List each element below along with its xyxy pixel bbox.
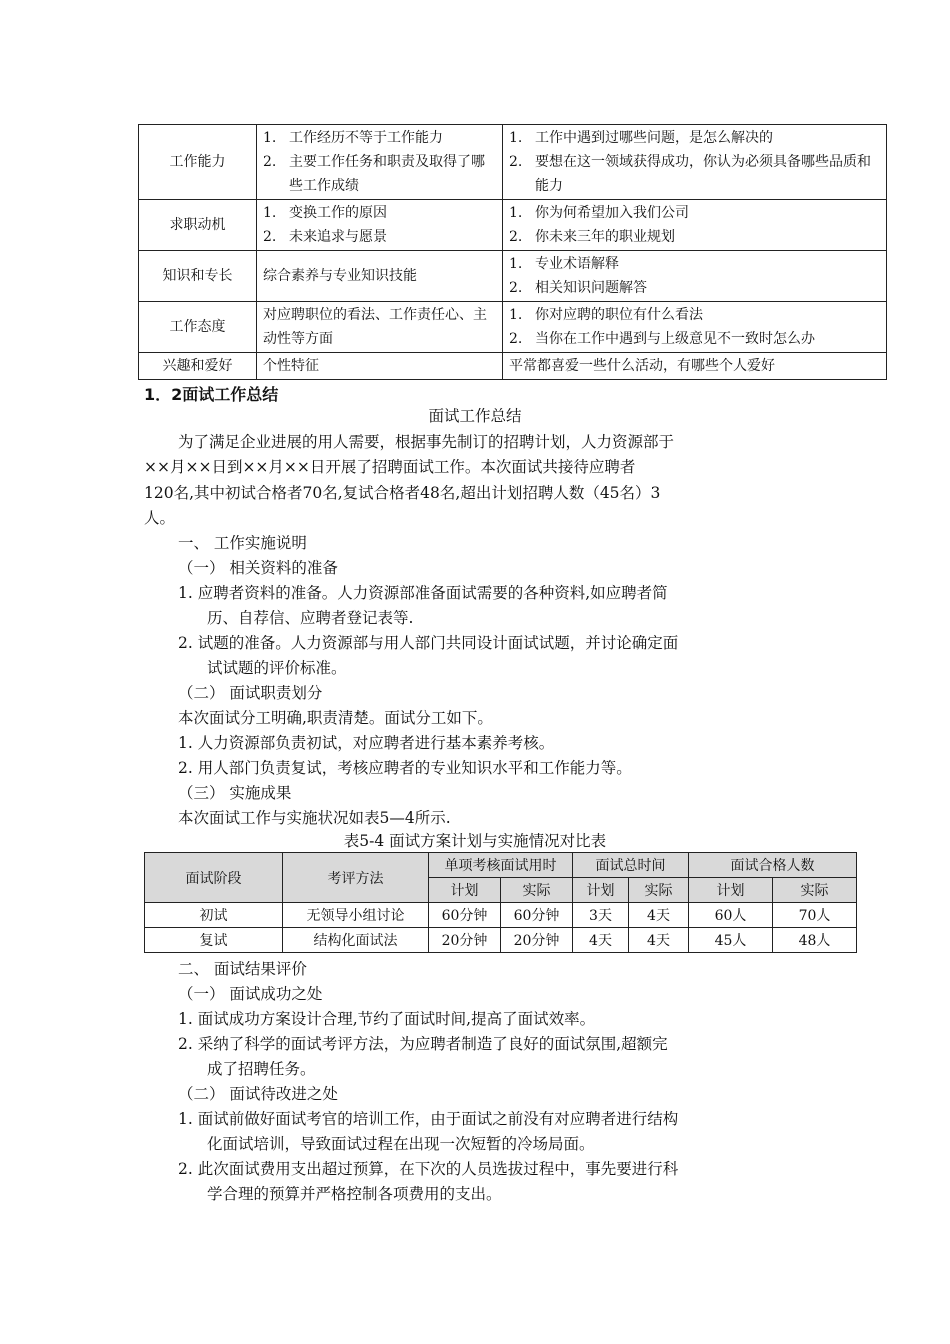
list-item-continued: 试试题的评价标准。 — [207, 659, 347, 677]
header-cell: 面试总时间 — [573, 853, 689, 878]
subsection-heading: （二） 面试职责划分 — [178, 684, 323, 702]
table-header-row — [145, 853, 857, 878]
document-title: 面试工作总结 — [428, 407, 522, 425]
list-item: 1. 应聘者资料的准备。人力资源部准备面试需要的各种资料,如应聘者简 — [178, 584, 668, 602]
category-cell: 兴趣和爱好 — [139, 353, 257, 380]
category-cell: 工作能力 — [139, 125, 257, 200]
question-cell: 1. 专业术语解释 2. 相关知识问题解答 — [503, 251, 887, 302]
content-cell: 1. 变换工作的原因 2. 未来追求与愿景 — [257, 200, 503, 251]
list-item-continued: 历、自荐信、应聘者登记表等. — [207, 609, 414, 627]
intro-line: 120名,其中初试合格者70名,复试合格者48名,超出计划招聘人数（45名）3 — [144, 484, 661, 502]
header-cell: 考评方法 — [283, 853, 429, 903]
table-row — [139, 353, 887, 380]
table-cell: 70人 — [773, 903, 857, 928]
table-cell: 3天 — [573, 903, 629, 928]
part-heading: 二、 面试结果评价 — [178, 960, 307, 978]
table-cell: 60分钟 — [501, 903, 573, 928]
question-cell: 1. 工作中遇到过哪些问题，是怎么解决的 2. 要想在这一领域获得成功，你认为必须具备哪些品质和能力 — [503, 125, 887, 200]
paragraph: 本次面试工作与实施状况如表5—4所示. — [178, 809, 451, 827]
list-item-continued: 学合理的预算并严格控制各项费用的支出。 — [207, 1185, 502, 1203]
table-cell: 4天 — [573, 928, 629, 953]
header-cell: 实际 — [773, 878, 857, 903]
table-cell: 4天 — [629, 903, 689, 928]
table-row — [139, 200, 887, 251]
table-cell: 20分钟 — [501, 928, 573, 953]
header-cell: 计划 — [429, 878, 501, 903]
category-cell: 求职动机 — [139, 200, 257, 251]
list-item: 2. 用人部门负责复试，考核应聘者的专业知识水平和工作能力等。 — [178, 759, 632, 777]
table-cell: 60人 — [689, 903, 773, 928]
table-cell: 45人 — [689, 928, 773, 953]
subsection-heading: （一） 面试成功之处 — [178, 985, 323, 1003]
list-item-continued: 成了招聘任务。 — [207, 1060, 316, 1078]
list-item: 2. 此次面试费用支出超过预算，在下次的人员选拔过程中，事先要进行科 — [178, 1160, 679, 1178]
table-cell: 4天 — [629, 928, 689, 953]
category-cell: 知识和专长 — [139, 251, 257, 302]
intro-line: 人。 — [144, 509, 176, 527]
category-cell: 工作态度 — [139, 302, 257, 353]
content-cell: 综合素养与专业知识技能 — [257, 251, 503, 302]
table-cell: 20分钟 — [429, 928, 501, 953]
header-cell: 计划 — [573, 878, 629, 903]
paragraph: 本次面试分工明确,职责清楚。面试分工如下。 — [178, 709, 493, 727]
content-cell: 个性特征 — [257, 353, 503, 380]
part-heading: 一、 工作实施说明 — [178, 534, 307, 552]
header-cell: 面试阶段 — [145, 853, 283, 903]
header-cell: 计划 — [689, 878, 773, 903]
question-cell: 1. 你对应聘的职位有什么看法 2. 当你在工作中遇到与上级意见不一致时怎么办 — [503, 302, 887, 353]
question-cell: 1. 你为何希望加入我们公司 2. 你未来三年的职业规划 — [503, 200, 887, 251]
list-item: 1. 面试前做好面试考官的培训工作，由于面试之前没有对应聘者进行结构 — [178, 1110, 679, 1128]
list-item: 2. 采纳了科学的面试考评方法，为应聘者制造了良好的面试氛围,超额完 — [178, 1035, 668, 1053]
list-item: 2. 试题的准备。人力资源部与用人部门共同设计面试试题，并讨论确定面 — [178, 634, 679, 652]
interview-content-table — [138, 124, 887, 380]
list-item-continued: 化面试培训，导致面试过程在出现一次短暂的冷场局面。 — [207, 1135, 595, 1153]
header-cell: 实际 — [501, 878, 573, 903]
table-row — [145, 903, 857, 928]
subsection-heading: （一） 相关资料的准备 — [178, 559, 338, 577]
section-heading: 1．2面试工作总结 — [144, 385, 279, 404]
table-cell: 结构化面试法 — [283, 928, 429, 953]
table-cell: 60分钟 — [429, 903, 501, 928]
header-cell: 单项考核面试用时 — [429, 853, 573, 878]
question-cell: 平常都喜爱一些什么活动，有哪些个人爱好 — [503, 353, 887, 380]
table-row — [139, 125, 887, 200]
subsection-heading: （二） 面试待改进之处 — [178, 1085, 338, 1103]
list-item: 1. 面试成功方案设计合理,节约了面试时间,提高了面试效率。 — [178, 1010, 596, 1028]
subsection-heading: （三） 实施成果 — [178, 784, 292, 802]
intro-line: ××月××日到××月××日开展了招聘面试工作。本次面试共接待应聘者 — [144, 458, 636, 476]
header-cell: 面试合格人数 — [689, 853, 857, 878]
table-cell: 无领导小组讨论 — [283, 903, 429, 928]
comparison-table — [144, 852, 857, 953]
table-caption: 表5-4 面试方案计划与实施情况对比表 — [343, 832, 607, 850]
content-cell: 1. 工作经历不等于工作能力 2. 主要工作任务和职责及取得了哪些工作成绩 — [257, 125, 503, 200]
list-item: 1. 人力资源部负责初试，对应聘者进行基本素养考核。 — [178, 734, 555, 752]
table-row — [145, 928, 857, 953]
table-row — [139, 302, 887, 353]
intro-line: 为了满足企业进展的用人需要，根据事先制订的招聘计划，人力资源部于 — [178, 433, 675, 451]
content-cell: 对应聘职位的看法、工作责任心、主动性等方面 — [257, 302, 503, 353]
header-cell: 实际 — [629, 878, 689, 903]
table-row — [139, 251, 887, 302]
table-cell: 复试 — [145, 928, 283, 953]
table-cell: 初试 — [145, 903, 283, 928]
table-cell: 48人 — [773, 928, 857, 953]
